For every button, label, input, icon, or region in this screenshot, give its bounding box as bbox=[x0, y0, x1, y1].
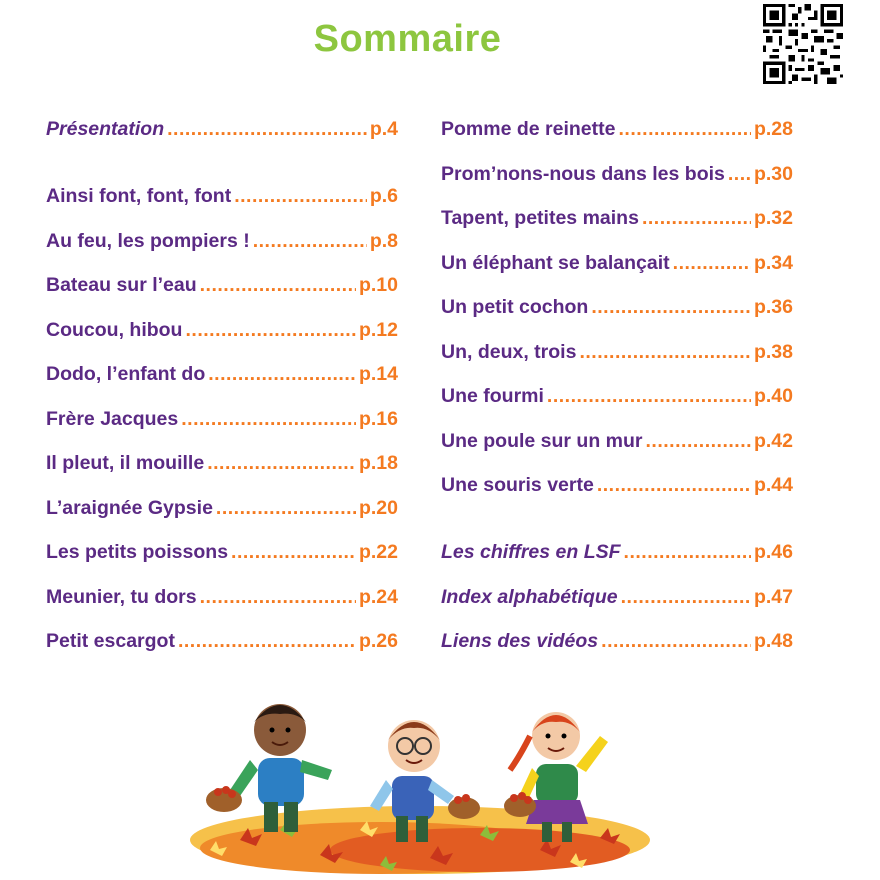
toc-entry-title: Ainsi font, font, font bbox=[46, 185, 232, 207]
toc-entry[interactable] bbox=[46, 185, 398, 208]
toc-entry-title: Les petits poissons bbox=[46, 541, 229, 563]
toc-entry-title: Au feu, les pompiers ! bbox=[46, 230, 250, 252]
toc-entry-page: p.32 bbox=[753, 207, 793, 229]
toc-entry[interactable] bbox=[46, 497, 398, 520]
toc-entry-page: p.12 bbox=[358, 319, 398, 341]
toc-entry-title: Coucou, hibou bbox=[46, 319, 183, 341]
toc-entry-page: p.20 bbox=[358, 497, 398, 519]
children-autumn-illustration bbox=[180, 680, 660, 880]
toc-entry-page: p.18 bbox=[358, 452, 398, 474]
dot-leader bbox=[646, 430, 751, 453]
toc-entry-page: p.36 bbox=[753, 296, 793, 318]
dot-leader bbox=[728, 163, 751, 186]
toc-entry-title: Liens des vidéos bbox=[441, 630, 599, 652]
toc-entry-page: p.6 bbox=[369, 185, 398, 207]
dot-leader bbox=[673, 252, 751, 275]
toc-entry[interactable] bbox=[46, 586, 398, 609]
toc-entry-page: p.8 bbox=[369, 230, 398, 252]
dot-leader bbox=[207, 452, 356, 475]
toc-entry-title: Index alphabétique bbox=[441, 586, 618, 608]
toc-entry-page: p.44 bbox=[753, 474, 793, 496]
toc-entry[interactable] bbox=[46, 541, 398, 564]
toc-entry[interactable] bbox=[441, 118, 793, 141]
toc-entry-title: Il pleut, il mouille bbox=[46, 452, 205, 474]
toc-entry-title: Un éléphant se balançait bbox=[441, 252, 670, 274]
toc-entry[interactable] bbox=[441, 630, 793, 653]
dot-leader bbox=[591, 296, 751, 319]
toc-entry[interactable] bbox=[46, 452, 398, 475]
toc-entry-page: p.48 bbox=[753, 630, 793, 652]
toc-entry-page: p.40 bbox=[753, 385, 793, 407]
toc-entry[interactable] bbox=[441, 430, 793, 453]
toc-entry-title: Frère Jacques bbox=[46, 408, 179, 430]
toc-entry-page: p.4 bbox=[369, 118, 398, 140]
toc-entry-page: p.14 bbox=[358, 363, 398, 385]
toc-entry[interactable] bbox=[441, 163, 793, 186]
dot-leader bbox=[185, 319, 355, 342]
dot-leader bbox=[200, 586, 356, 609]
toc-entry-page: p.34 bbox=[753, 252, 793, 274]
dot-leader bbox=[579, 341, 751, 364]
toc-entry-title: Prom’nons-nous dans les bois bbox=[441, 163, 725, 185]
dot-leader bbox=[200, 274, 356, 297]
dot-leader bbox=[601, 630, 751, 653]
toc-entry-title: Une poule sur un mur bbox=[441, 430, 643, 452]
toc-entry-title: Bateau sur l’eau bbox=[46, 274, 197, 296]
dot-leader bbox=[624, 541, 751, 564]
qr-code[interactable] bbox=[763, 4, 843, 84]
toc-entry[interactable] bbox=[441, 474, 793, 497]
toc-entry-page: p.22 bbox=[358, 541, 398, 563]
toc-entry-page: p.26 bbox=[358, 630, 398, 652]
dot-leader bbox=[208, 363, 356, 386]
dot-leader bbox=[253, 230, 367, 253]
page-title: Sommaire bbox=[313, 18, 502, 60]
dot-leader bbox=[547, 385, 751, 408]
toc-entry-title: Un petit cochon bbox=[441, 296, 589, 318]
dot-leader bbox=[181, 408, 356, 431]
toc-entry-title: Dodo, l’enfant do bbox=[46, 363, 206, 385]
toc-entry[interactable] bbox=[441, 207, 793, 230]
toc-entry[interactable] bbox=[46, 118, 398, 141]
toc-entry-title: Présentation bbox=[46, 118, 165, 140]
toc-entry[interactable] bbox=[46, 630, 398, 653]
toc-entry-page: p.47 bbox=[753, 586, 793, 608]
toc-entry-page: p.46 bbox=[753, 541, 793, 563]
toc-entry[interactable] bbox=[46, 230, 398, 253]
toc-entry-title: Petit escargot bbox=[46, 630, 175, 652]
dot-leader bbox=[621, 586, 751, 609]
toc-entry[interactable] bbox=[46, 274, 398, 297]
dot-leader bbox=[642, 207, 751, 230]
toc-entry[interactable] bbox=[441, 252, 793, 275]
toc-entry-title: Les chiffres en LSF bbox=[441, 541, 621, 563]
toc-entry-page: p.10 bbox=[358, 274, 398, 296]
toc-entry[interactable] bbox=[46, 319, 398, 342]
toc-entry-title: Une souris verte bbox=[441, 474, 594, 496]
toc-entry-title: Un, deux, trois bbox=[441, 341, 577, 363]
toc-entry-title: Une fourmi bbox=[441, 385, 544, 407]
dot-leader bbox=[167, 118, 367, 141]
dot-leader bbox=[231, 541, 356, 564]
toc-entry[interactable] bbox=[441, 341, 793, 364]
dot-leader bbox=[618, 118, 750, 141]
dot-leader bbox=[597, 474, 751, 497]
dot-leader bbox=[178, 630, 356, 653]
toc-entry-page: p.24 bbox=[358, 586, 398, 608]
toc-entry[interactable] bbox=[46, 408, 398, 431]
toc-entry[interactable] bbox=[46, 363, 398, 386]
toc-entry-page: p.42 bbox=[753, 430, 793, 452]
toc-entry-page: p.16 bbox=[358, 408, 398, 430]
toc-entry[interactable] bbox=[441, 586, 793, 609]
toc-entry[interactable] bbox=[441, 541, 793, 564]
dot-leader bbox=[216, 497, 356, 520]
toc-entry-page: p.28 bbox=[753, 118, 793, 140]
toc-entry-page: p.30 bbox=[753, 163, 793, 185]
toc-entry-page: p.38 bbox=[753, 341, 793, 363]
dot-leader bbox=[234, 185, 367, 208]
toc-entry-title: Pomme de reinette bbox=[441, 118, 616, 140]
toc-entry-title: Tapent, petites mains bbox=[441, 207, 639, 229]
toc-entry[interactable] bbox=[441, 296, 793, 319]
toc-entry-title: L’araignée Gypsie bbox=[46, 497, 213, 519]
toc-entry-title: Meunier, tu dors bbox=[46, 586, 197, 608]
toc-entry[interactable] bbox=[441, 385, 793, 408]
